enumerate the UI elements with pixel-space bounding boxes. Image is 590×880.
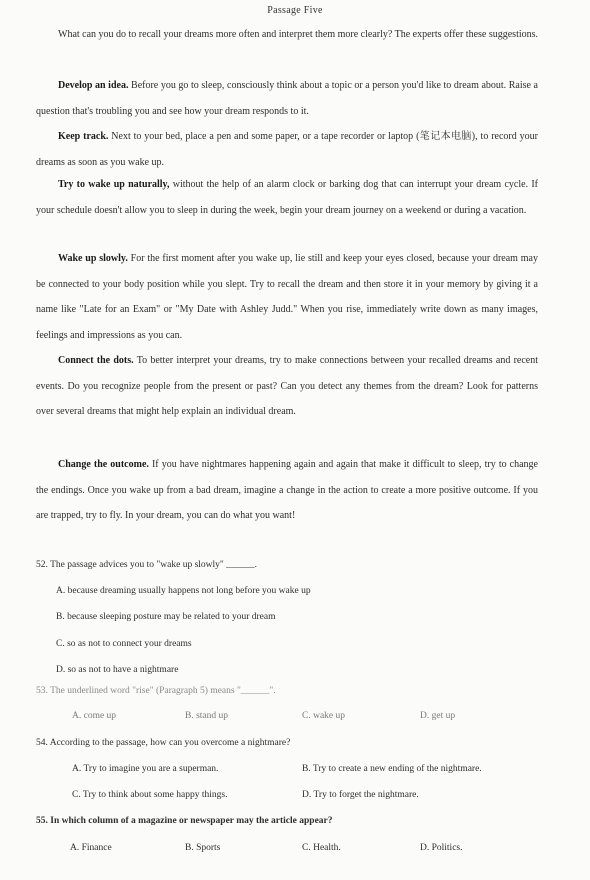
- question-55-option-b: B. Sports: [185, 843, 221, 853]
- question-52-option-a: A. because dreaming usually happens not long before you wake up: [56, 586, 311, 596]
- question-52-stem: 52. The passage advices you to "wake up slowly" ______.: [36, 560, 258, 570]
- paragraph-connect-dots: [36, 348, 538, 425]
- paragraph-lead: Keep track.: [58, 131, 109, 142]
- question-52-option-b: B. because sleeping posture may be related to your dream: [56, 612, 276, 622]
- paragraph-text: To better interpret your dreams, try to make connections between your recalled dreams and recent events. Do you recognize people from the present or past? Can you detect any themes from the dream? Look for patterns over several dreams that might help explain an individual dream.: [36, 355, 539, 418]
- paragraph-text: Before you go to sleep, consciously think about a topic or a person you'd like to dream about. Raise a question that's troubling you and see how your dream responds to it.: [36, 80, 538, 117]
- question-55-option-c: C. Health.: [302, 843, 341, 853]
- question-54-stem: 54. According to the passage, how can you overcome a nightmare?: [36, 738, 291, 748]
- question-52-option-d: D. so as not to have a nightmare: [56, 665, 179, 675]
- paragraph-text: Next to your bed, place a pen and some paper, or a tape recorder or laptop (笔记本电脑), to record your dreams as soon as you wake up.: [36, 131, 538, 168]
- question-54-option-b: B. Try to create a new ending of the nightmare.: [302, 764, 482, 774]
- passage-title: Passage Five: [267, 5, 323, 16]
- paragraph-change-outcome: [36, 452, 538, 529]
- paragraph-text: If you have nightmares happening again and again that make it difficult to sleep, try to change the endings. Once you wake up from a bad dream, imagine a change in the action to create a more positive outcome. If you are trapped, try to fly. In your dream, you can do what you want!: [36, 459, 538, 522]
- paragraph-lead: Connect the dots.: [58, 355, 134, 366]
- paragraph-wake-naturally: [36, 172, 538, 223]
- question-52-option-c: C. so as not to connect your dreams: [56, 639, 192, 649]
- question-54-option-c: C. Try to think about some happy things.: [72, 790, 228, 800]
- question-53-option-a: A. come up: [72, 711, 117, 721]
- paragraph-lead: Try to wake up naturally,: [58, 179, 170, 190]
- question-55-stem: 55. In which column of a magazine or newspaper may the article appear?: [36, 816, 333, 826]
- paragraph-lead: Develop an idea.: [58, 80, 129, 91]
- paragraph-lead: Wake up slowly.: [58, 253, 128, 264]
- paragraph-wake-slowly: [36, 246, 538, 348]
- paragraph-develop-idea: [36, 73, 538, 124]
- question-54-option-d: D. Try to forget the nightmare.: [302, 790, 419, 800]
- question-53-stem: 53. The underlined word "rise" (Paragraph 5) means "______".: [36, 686, 276, 696]
- question-53-option-d: D. get up: [420, 711, 456, 721]
- question-55-option-d: D. Politics.: [420, 843, 463, 853]
- paragraph-keep-track: [36, 124, 538, 175]
- question-53-option-b: B. stand up: [185, 711, 229, 721]
- question-55-option-a: A. Finance: [70, 843, 112, 853]
- intro-paragraph: What can you do to recall your dreams more often and interpret them more clearly? The experts offer these suggestions.: [58, 29, 539, 40]
- paragraph-text: without the help of an alarm clock or barking dog that can interrupt your dream cycle. If your schedule doesn't allow you to sleep in during the week, begin your dream journey on a weekend or during a vacation.: [36, 179, 538, 216]
- question-53-option-c: C. wake up: [302, 711, 346, 721]
- paragraph-lead: Change the outcome.: [58, 459, 149, 470]
- question-54-option-a: A. Try to imagine you are a superman.: [72, 764, 219, 774]
- paragraph-text: For the first moment after you wake up, lie still and keep your eyes closed, because your dream may be connected to your body position while you slept. Try to recall the dream and then store it in your memory by giving it a name like "Late for an Exam" or "My Date with Ashley Judd." When you rise, immediately write down as many images, feelings and impressions as you can.: [36, 253, 538, 341]
